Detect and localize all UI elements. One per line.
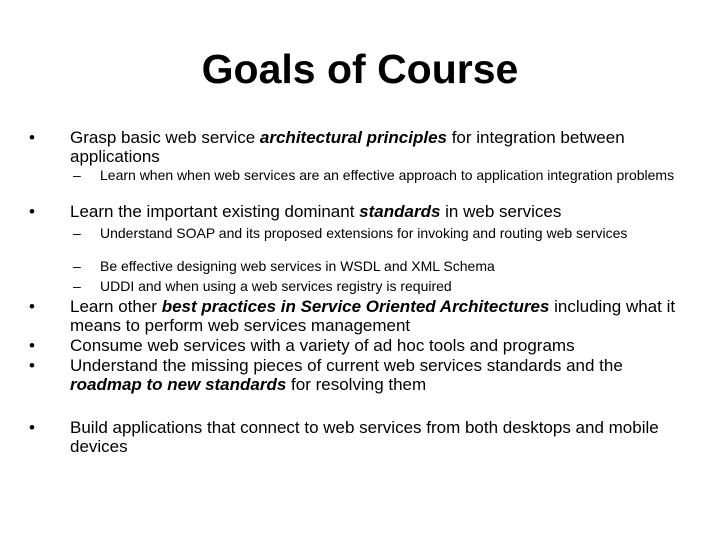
bullet-text: Understand the missing pieces of current web services standards and the roadmap to new standards for resolving them	[70, 356, 623, 394]
bullet-text: Consume web services with a variety of ad hoc tools and programs	[70, 336, 575, 355]
dash-marker: –	[73, 278, 81, 294]
slide-title: Goals of Course	[201, 46, 519, 92]
bullet-text: Grasp basic web service architectural principles for integration between applications	[70, 128, 625, 166]
emphasis-text: standards	[359, 202, 441, 221]
bullet-marker: •	[29, 418, 35, 437]
sub-item-text: Be effective designing web services in WSDL and XML Schema	[100, 258, 495, 274]
emphasis-text: roadmap to new standards	[70, 375, 287, 394]
sub-item-text: Learn when when web services are an effective approach to application integration problems	[100, 167, 675, 183]
sub-item-text: Understand SOAP and its proposed extensions for invoking and routing web services	[100, 225, 628, 241]
bullet-marker: •	[29, 128, 35, 147]
bullet-text: Build applications that connect to web services from both desktops and mobile devices	[70, 418, 659, 456]
bullet-marker: •	[29, 356, 35, 375]
sub-item-text: UDDI and when using a web services registry is required	[100, 278, 452, 294]
bullet-marker: •	[29, 202, 35, 221]
dash-marker: –	[73, 258, 81, 274]
dash-marker: –	[73, 167, 81, 183]
emphasis-text: architectural principles	[259, 128, 447, 147]
bullet-marker: •	[29, 297, 35, 316]
bullet-marker: •	[29, 336, 35, 355]
bullet-text: Learn other best practices in Service Oriented Architectures including what it means to perform web services management	[70, 297, 676, 335]
bullet-text: Learn the important existing dominant standards in web services	[70, 202, 562, 221]
dash-marker: –	[73, 225, 81, 241]
emphasis-text: best practices in Service Oriented Architectures	[161, 297, 550, 316]
